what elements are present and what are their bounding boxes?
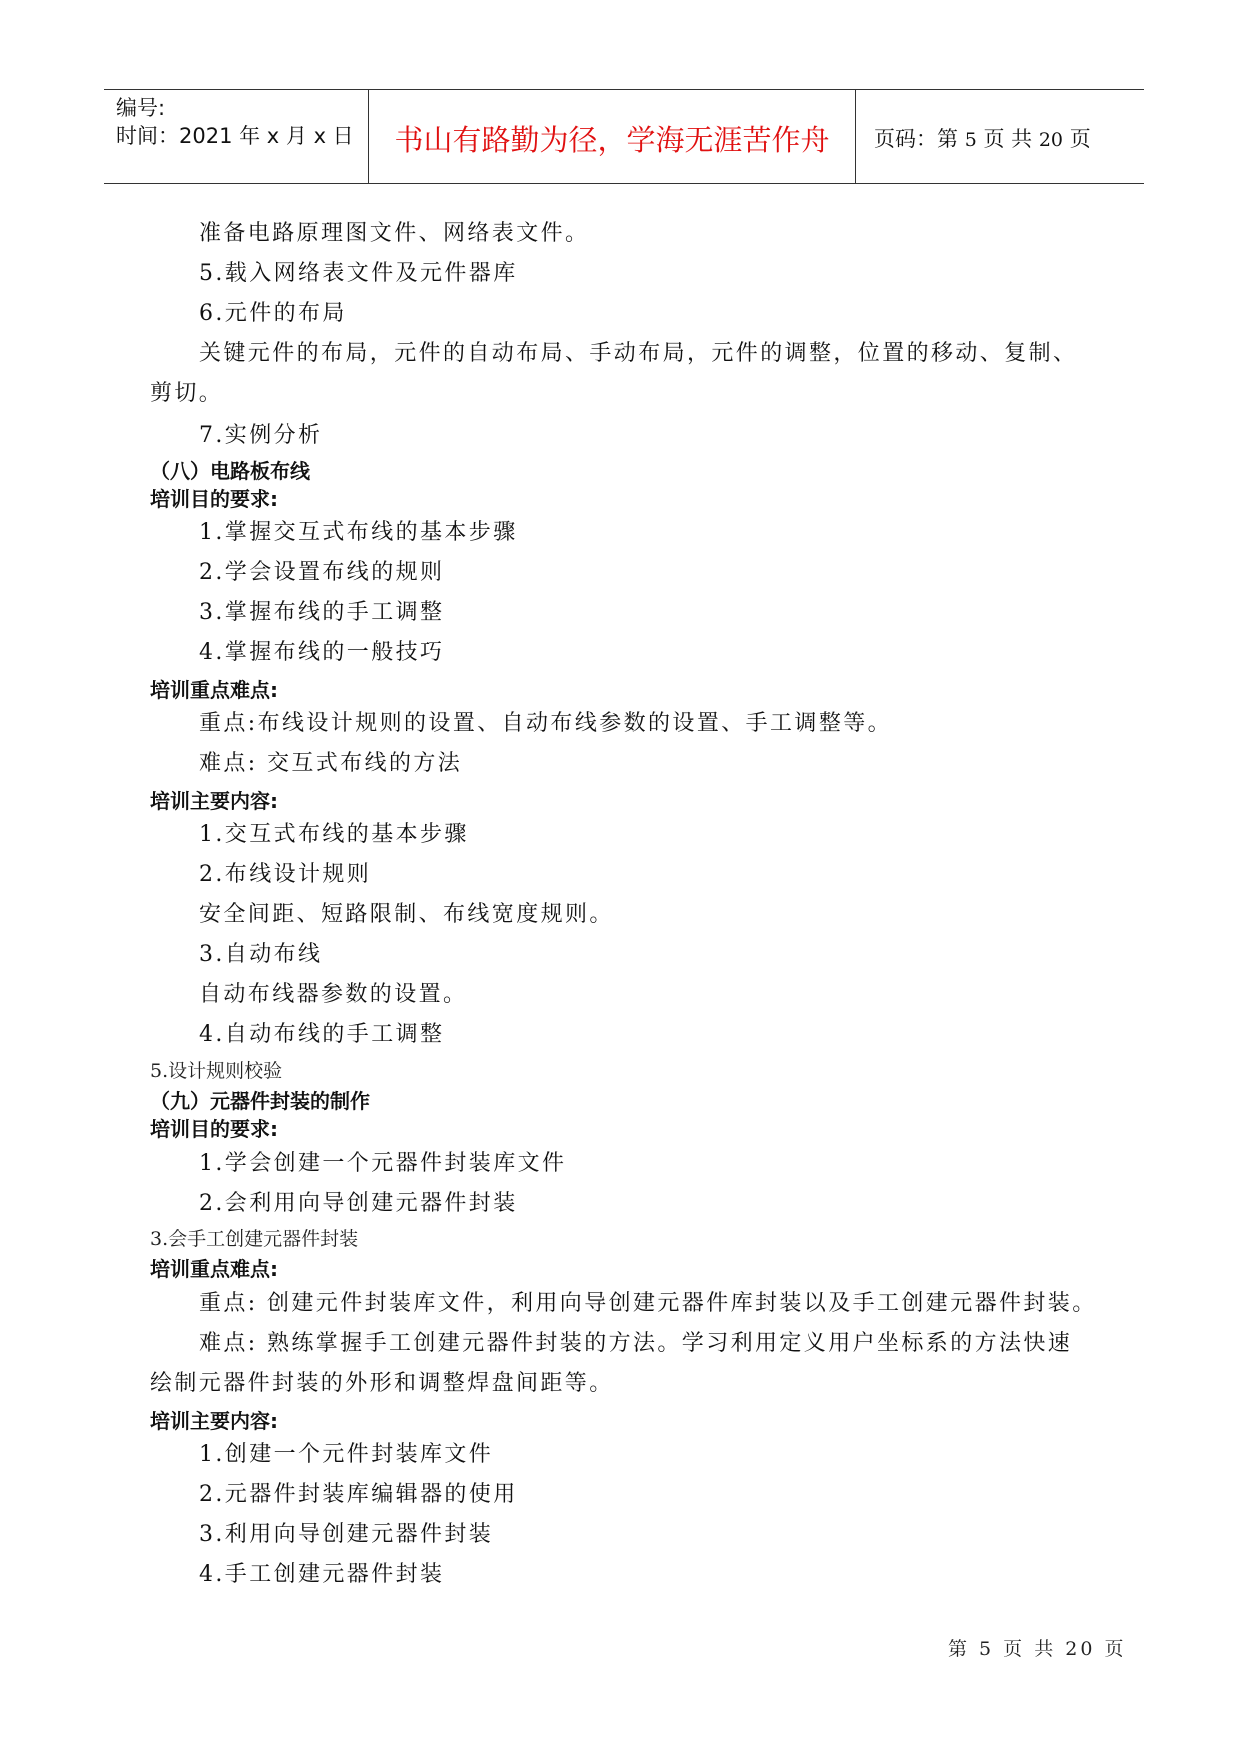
list-item: 4.自动布线的手工调整	[199, 1022, 445, 1047]
header-center-cell	[368, 90, 856, 183]
list-item: 2.学会设置布线的规则	[199, 560, 445, 585]
header-right-cell	[856, 90, 1144, 183]
paragraph: 难点: 熟练掌握手工创建元器件封装的方法。学习利用定义用户坐标系的方法快速	[199, 1331, 1073, 1356]
number-label: 编号:	[116, 96, 166, 120]
paragraph: 剪切。	[150, 381, 224, 406]
paragraph: 准备电路原理图文件、网络表文件。	[199, 221, 590, 246]
list-item: 3.自动布线	[199, 942, 323, 967]
list-item: 2.会利用向导创建元器件封装	[199, 1191, 518, 1216]
page-header	[104, 89, 1144, 184]
list-item: 5.设计规则校验	[150, 1060, 283, 1082]
section-heading: （八）电路板布线	[150, 459, 310, 483]
paragraph: 安全间距、短路限制、布线宽度规则。	[199, 902, 614, 927]
header-page-current: 5	[964, 129, 977, 151]
paragraph: 重点:布线设计规则的设置、自动布线参数的设置、手工调整等。	[199, 711, 893, 736]
list-item: 7.实例分析	[199, 423, 323, 448]
paragraph: 绘制元器件封装的外形和调整焊盘间距等。	[150, 1371, 614, 1396]
list-item: 3.会手工创建元器件封装	[150, 1228, 359, 1250]
time-label: 时间：2021 年 x 月 x 日	[116, 124, 354, 148]
subsection-heading: 培训主要内容:	[150, 789, 278, 813]
list-item: 3.掌握布线的手工调整	[199, 600, 445, 625]
list-item: 1.交互式布线的基本步骤	[199, 822, 469, 847]
paragraph: 重点: 创建元件封装库文件，利用向导创建元器件库封装以及手工创建元器件封装。	[199, 1291, 1097, 1316]
header-left-cell	[104, 90, 368, 183]
list-item: 2.元器件封装库编辑器的使用	[199, 1482, 518, 1507]
list-item: 1.学会创建一个元器件封装库文件	[199, 1151, 567, 1176]
list-item: 5.载入网络表文件及元件器库	[199, 261, 518, 286]
subsection-heading: 培训重点难点:	[150, 678, 278, 702]
subsection-heading: 培训重点难点:	[150, 1257, 278, 1281]
list-item: 4.掌握布线的一般技巧	[199, 640, 445, 665]
list-item: 4.手工创建元器件封装	[199, 1562, 445, 1587]
motto: 书山有路勤为径，学海无涯苦作舟	[394, 123, 830, 157]
paragraph: 关键元件的布局，元件的自动布局、手动布局，元件的调整，位置的移动、复制、	[199, 341, 1078, 366]
section-heading: （九）元器件封装的制作	[150, 1089, 370, 1113]
paragraph: 自动布线器参数的设置。	[199, 982, 468, 1007]
header-page-total: 20	[1038, 129, 1064, 151]
page-footer: 第 5 页 共 20 页	[948, 1638, 1127, 1660]
subsection-heading: 培训目的要求:	[150, 487, 278, 511]
list-item: 3.利用向导创建元器件封装	[199, 1522, 494, 1547]
subsection-heading: 培训主要内容:	[150, 1409, 278, 1433]
list-item: 2.布线设计规则	[199, 862, 372, 887]
list-item: 6.元件的布局	[199, 301, 347, 326]
header-page-info: 页码：第 5 页 共 20 页	[874, 127, 1091, 151]
paragraph: 难点: 交互式布线的方法	[199, 751, 463, 776]
subsection-heading: 培训目的要求:	[150, 1117, 278, 1141]
list-item: 1.掌握交互式布线的基本步骤	[199, 520, 518, 545]
list-item: 1.创建一个元件封装库文件	[199, 1442, 494, 1467]
